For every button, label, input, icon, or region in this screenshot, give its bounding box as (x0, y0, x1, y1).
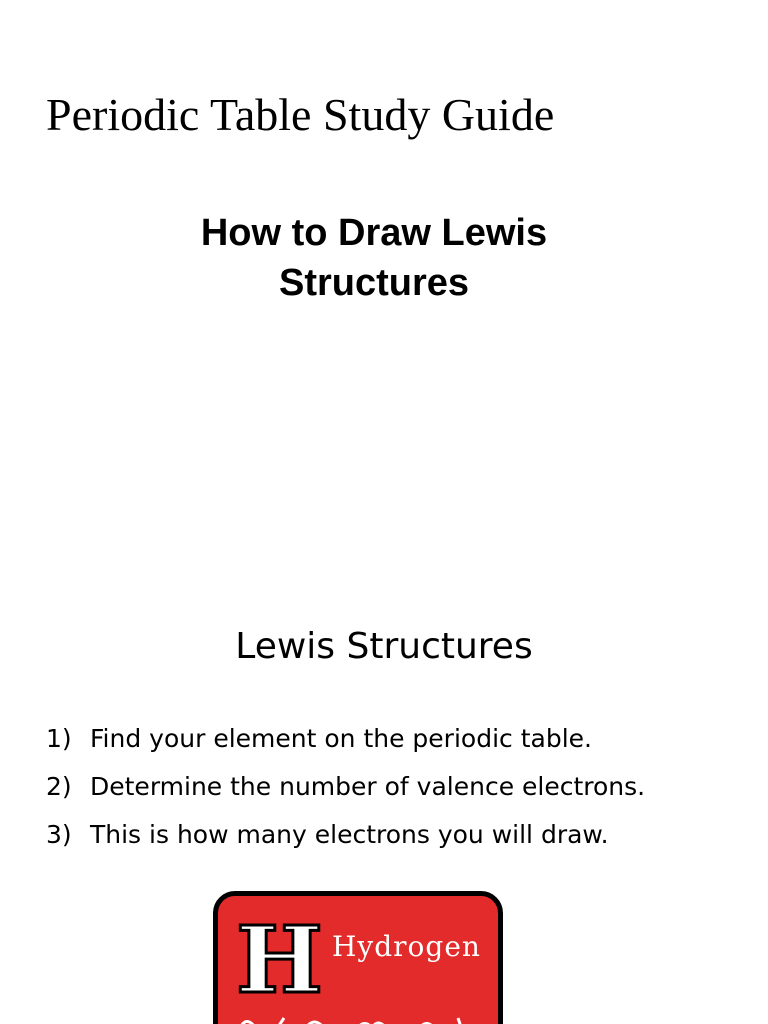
page-title: Periodic Table Study Guide (46, 89, 555, 140)
list-item (46, 720, 645, 768)
element-name: Hydrogen (332, 930, 481, 963)
card-decoration (236, 1014, 476, 1024)
element-symbol: H (236, 906, 323, 1014)
list-item (46, 768, 645, 816)
step-number: 2) (46, 772, 72, 801)
step-text: Find your element on the periodic table. (90, 724, 592, 753)
list-item (46, 816, 645, 864)
step-number: 1) (46, 724, 72, 753)
section-heading: Lewis Structures (235, 626, 533, 667)
steps-list (46, 720, 645, 864)
step-text: This is how many electrons you will draw. (90, 820, 609, 849)
subtitle-line-1: How to Draw Lewis (200, 212, 548, 254)
page-subtitle (0, 208, 748, 308)
step-text: Determine the number of valence electrons. (90, 772, 646, 801)
subtitle-line-2: Structures (278, 262, 470, 304)
hydrogen-element-card (213, 891, 503, 1024)
step-number: 3) (46, 820, 72, 849)
